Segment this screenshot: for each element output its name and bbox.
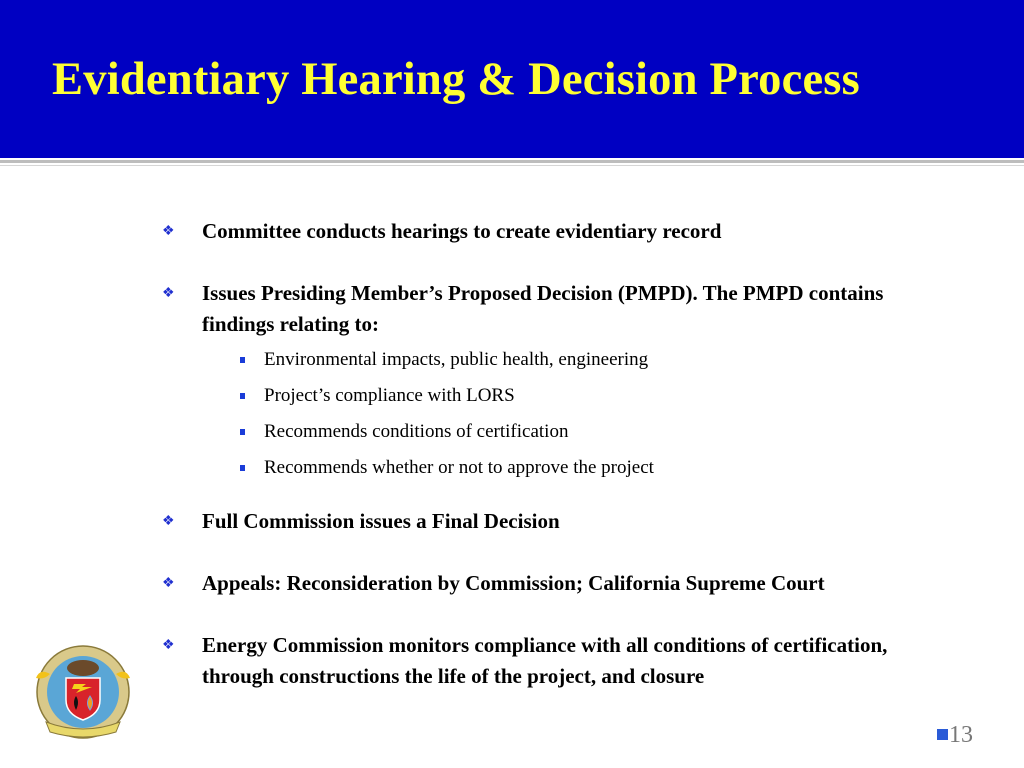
sub-bullet-text: Recommends conditions of certification [264, 421, 569, 442]
diamond-bullet-icon: ❖ [162, 576, 175, 591]
title-banner [0, 0, 1024, 158]
square-bullet-icon [240, 393, 245, 399]
bullet-item [160, 630, 962, 692]
bullet-item [160, 506, 940, 537]
bullet-item [160, 216, 940, 247]
sub-bullet-text: Project’s compliance with LORS [264, 385, 515, 406]
bullet-text: Committee conducts hearings to create evidentiary record [202, 219, 722, 243]
diamond-bullet-icon: ❖ [162, 638, 175, 653]
sub-bullet-text: Recommends whether or not to approve the project [264, 457, 654, 478]
square-bullet-icon [240, 465, 245, 471]
page-number [937, 722, 973, 749]
bullet-item [160, 568, 862, 599]
square-bullet-icon [240, 429, 245, 435]
diamond-bullet-icon: ❖ [162, 286, 175, 301]
divider-line [0, 160, 1024, 163]
bullet-text: Energy Commission monitors compliance with all conditions of certification, through constructions the life of the project, and closure [202, 633, 888, 688]
sub-bullet-text: Environmental impacts, public health, engineering [264, 349, 649, 370]
page-number-text: 13 [949, 722, 973, 748]
bullet-text: Full Commission issues a Final Decision [202, 509, 560, 533]
sub-bullet-item [202, 342, 940, 378]
diamond-bullet-icon: ❖ [162, 224, 175, 239]
square-bullet-icon [240, 357, 245, 363]
sub-bullet-item [202, 414, 940, 450]
bullet-list [160, 216, 940, 723]
sub-bullet-item [202, 450, 940, 486]
bullet-item [160, 278, 940, 486]
diamond-bullet-icon: ❖ [162, 514, 175, 529]
energy-commission-seal-icon [28, 640, 138, 750]
sub-bullet-list [202, 342, 940, 486]
slide-title: Evidentiary Hearing & Decision Process [52, 53, 860, 105]
bullet-text: Issues Presiding Member’s Proposed Decision (PMPD). The PMPD contains findings relating to: [202, 281, 884, 336]
divider-line-thin [0, 165, 1024, 166]
bullet-text: Appeals: Reconsideration by Commission; California Supreme Court [202, 571, 825, 595]
square-marker-icon [937, 729, 948, 740]
sub-bullet-item [202, 378, 940, 414]
